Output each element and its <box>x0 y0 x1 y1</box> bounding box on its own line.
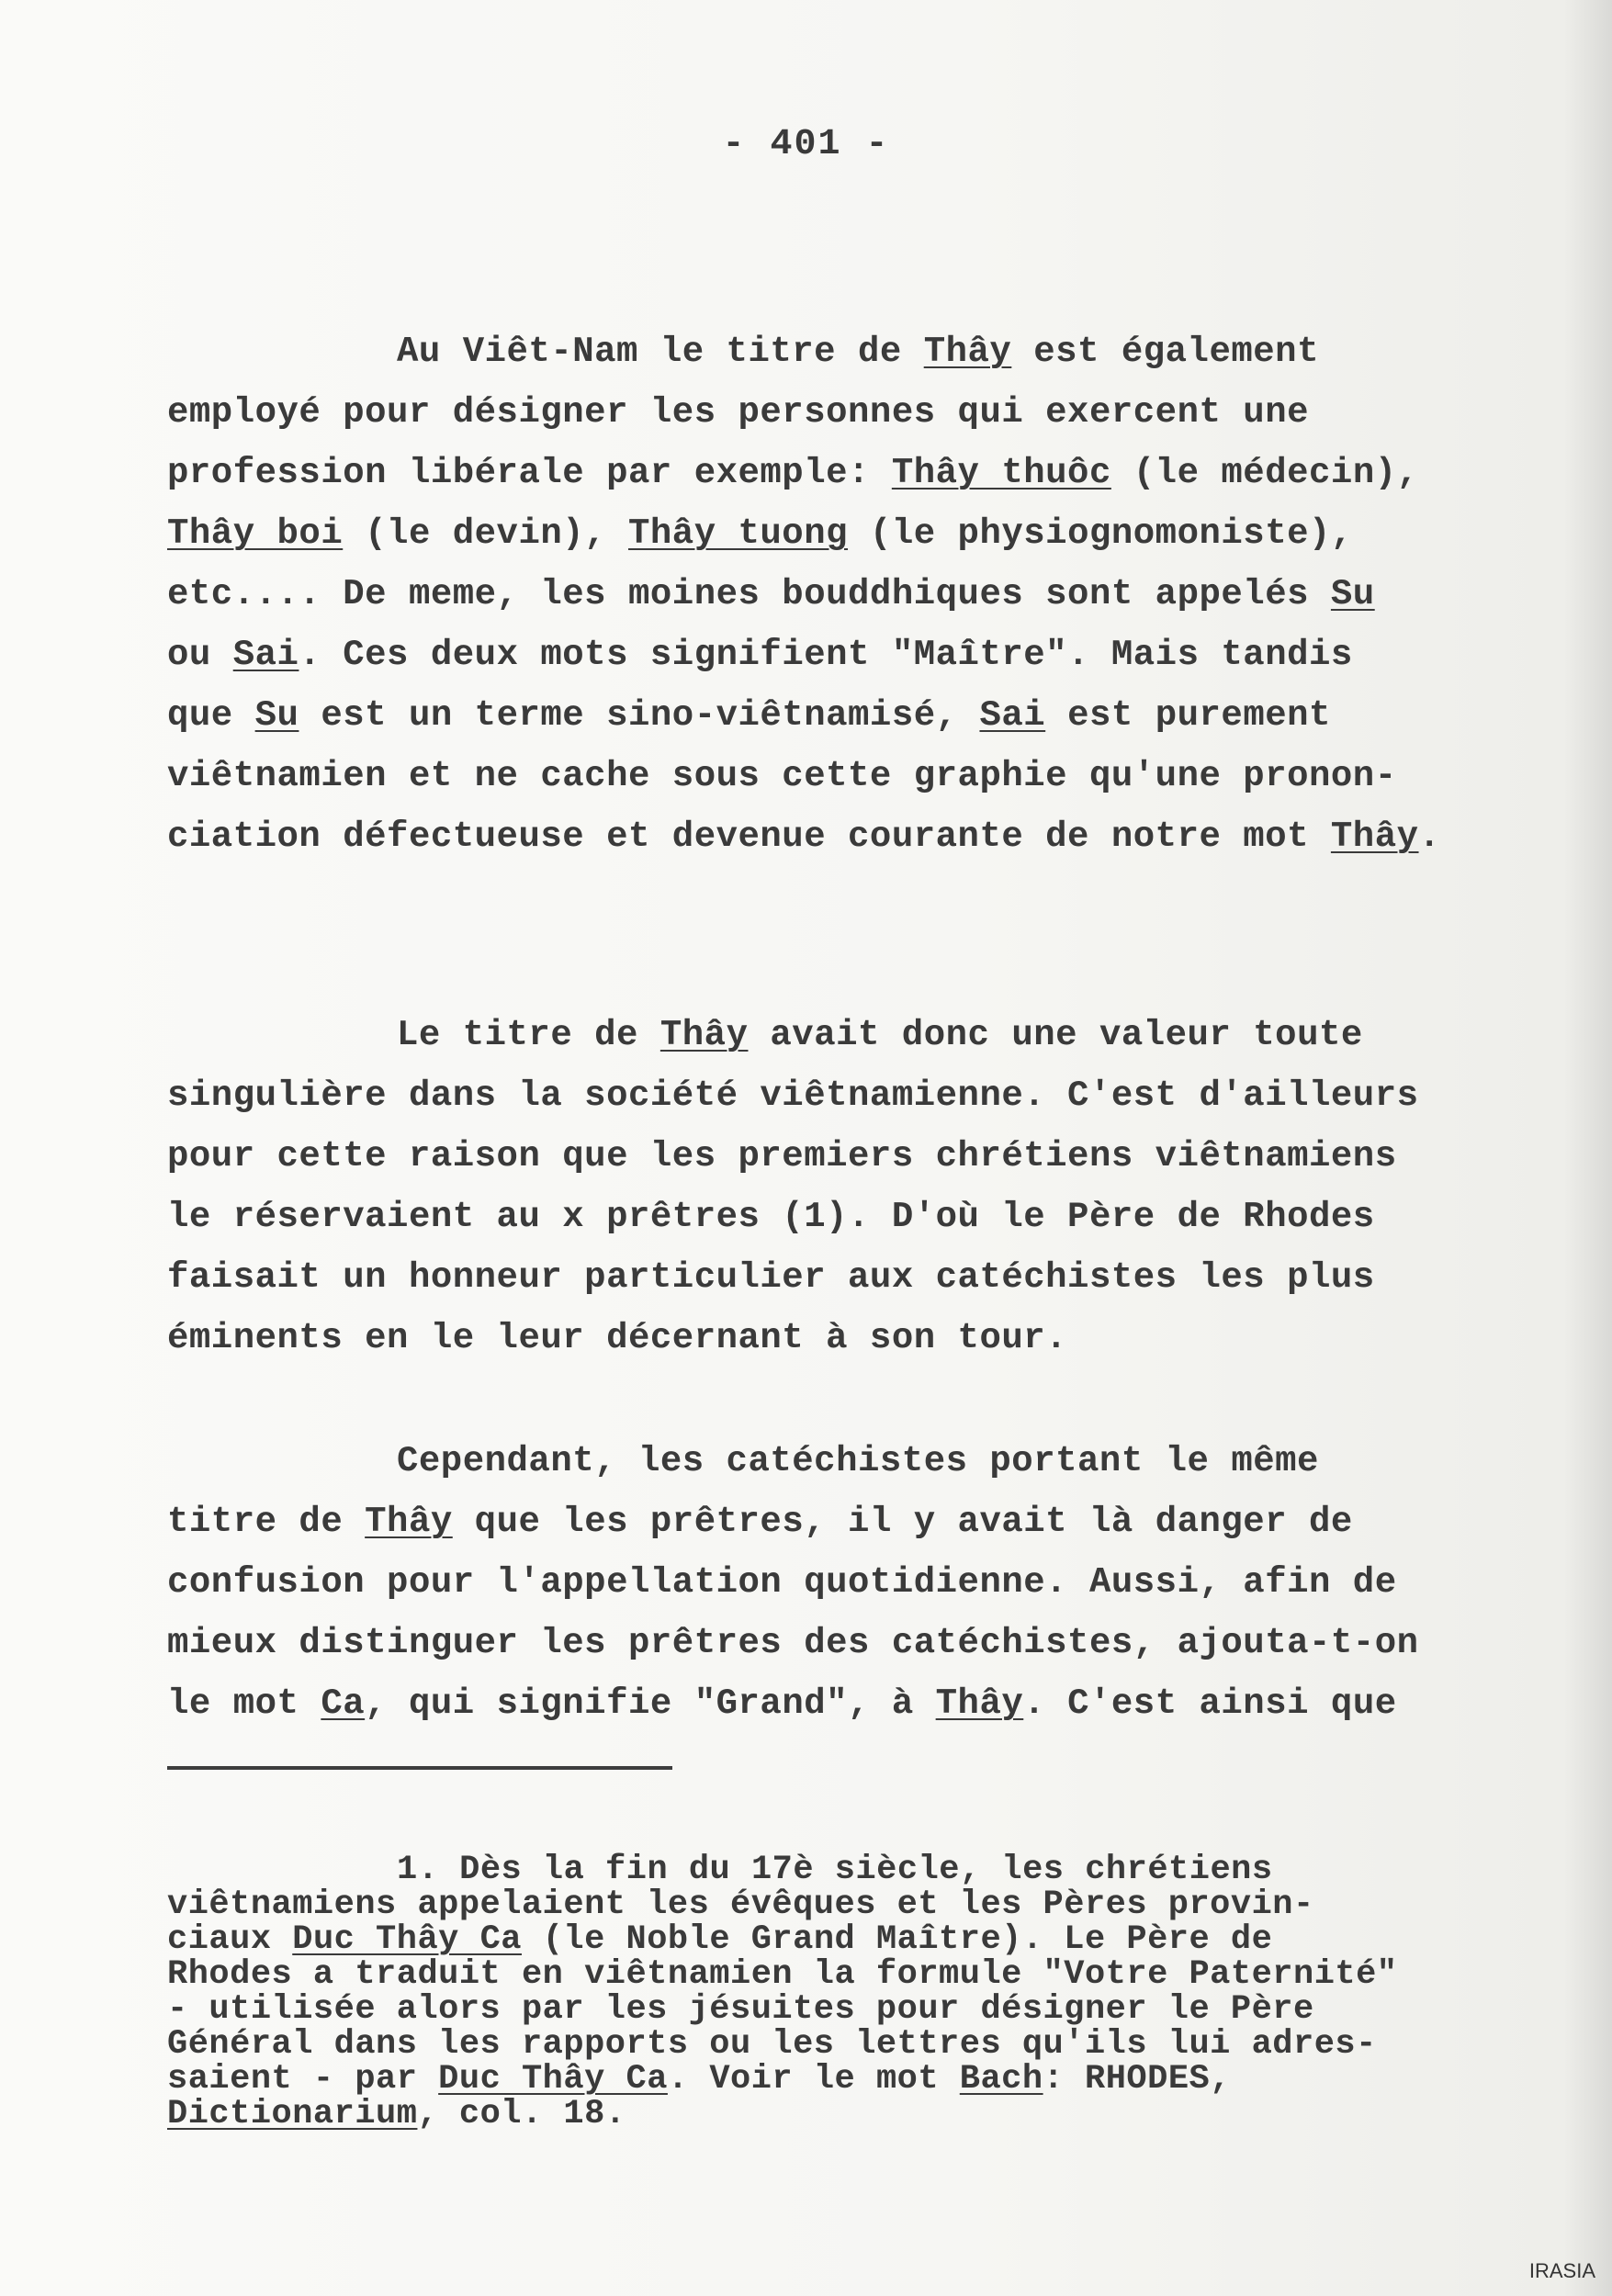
text-line: mieux distinguer les prêtres des catéchistes, ajouta-t-on <box>167 1623 1419 1663</box>
text-line: ciaux Duc Thây Ca (le Noble Grand Maître). Le Père de <box>167 1920 1273 1959</box>
text-line: etc.... De meme, les moines bouddhiques sont appelés Su <box>167 574 1375 614</box>
text-line: singulière dans la société viêtnamienne. C'est d'ailleurs <box>167 1075 1419 1116</box>
text-line: Thây boi (le devin), Thây tuong (le physiognomoniste), <box>167 513 1353 554</box>
text-line: ciation défectueuse et devenue courante de notre mot Thây. <box>167 816 1441 857</box>
text-line: employé pour désigner les personnes qui exercent une <box>167 392 1309 433</box>
page-number: - 401 - <box>722 124 890 165</box>
text-line: Rhodes a traduit en viêtnamien la formule "Votre Paternité" <box>167 1955 1398 1994</box>
text-line: 1. Dès la fin du 17è siècle, les chrétiens <box>397 1851 1273 1889</box>
text-line: le mot Ca, qui signifie "Grand", à Thây. C'est ainsi que <box>167 1683 1397 1724</box>
text-line: - utilisée alors par les jésuites pour désigner le Père <box>167 1990 1314 2029</box>
text-line: ou Sai. Ces deux mots signifient "Maître". Mais tandis <box>167 635 1353 675</box>
text-line: Au Viêt-Nam le titre de Thây est également <box>397 332 1319 372</box>
source-mark: IRASIA <box>1528 2259 1595 2282</box>
text-line: profession libérale par exemple: Thây thuôc (le médecin), <box>167 453 1419 493</box>
paragraph-1 <box>167 321 1499 867</box>
paragraph-2 <box>167 1005 1499 1368</box>
text-line: viêtnamien et ne cache sous cette graphie qu'une pronon- <box>167 756 1397 796</box>
text-line: Général dans les rapports ou les lettres qu'ils lui adres- <box>167 2025 1377 2064</box>
text-line: saient - par Duc Thây Ca. Voir le mot Bach: RHODES, <box>167 2060 1231 2099</box>
text-line: Dictionarium, col. 18. <box>167 2095 626 2133</box>
footnote <box>167 1852 1499 2132</box>
paragraph-3 <box>167 1431 1499 1734</box>
text-line: le réservaient au x prêtres (1). D'où le Père de Rhodes <box>167 1197 1375 1237</box>
text-line: titre de Thây que les prêtres, il y avait là danger de <box>167 1502 1353 1542</box>
text-line: viêtnamiens appelaient les évêques et les Pères provin- <box>167 1885 1314 1924</box>
footnote-separator <box>167 1766 672 1770</box>
text-line: faisait un honneur particulier aux catéchistes les plus <box>167 1257 1375 1298</box>
text-line: que Su est un terme sino-viêtnamisé, Sai est purement <box>167 695 1331 736</box>
text-line: confusion pour l'appellation quotidienne. Aussi, afin de <box>167 1562 1397 1603</box>
text-line: éminents en le leur décernant à son tour. <box>167 1318 1068 1358</box>
text-line: Le titre de Thây avait donc une valeur toute <box>397 1015 1363 1055</box>
text-line: Cependant, les catéchistes portant le même <box>397 1441 1319 1481</box>
text-line: pour cette raison que les premiers chrétiens viêtnamiens <box>167 1136 1397 1176</box>
